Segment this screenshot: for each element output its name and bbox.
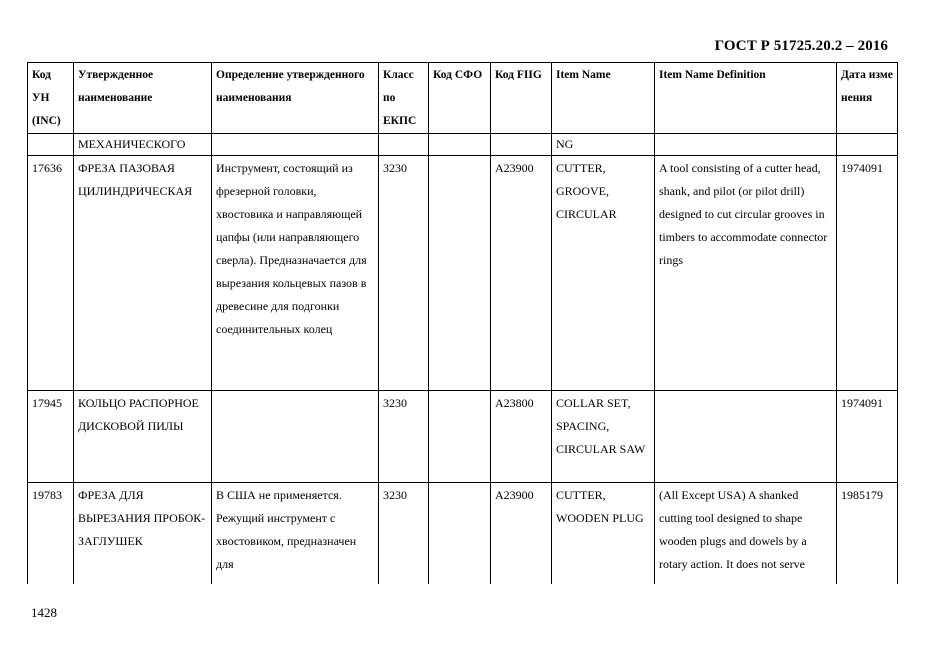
cell-class: 3230 <box>379 391 429 483</box>
cell-name: ФРЕЗА ДЛЯ ВЫРЕЗАНИЯ ПРОБОК-ЗАГЛУШЕК <box>74 483 212 585</box>
cell-definition <box>212 134 379 156</box>
cell-fiig: A23800 <box>491 391 552 483</box>
cell-sfo <box>429 483 491 585</box>
document-standard-title: ГОСТ Р 51725.20.2 – 2016 <box>714 38 888 54</box>
cell-definition: Инструмент, состоящий из фрезерной головки, хвостовика и направляющей цапфы (или направляющего сверла). Предназначается для вырезания кольцевых пазов в древесине для подгонки соединительных колец <box>212 156 379 391</box>
table-row <box>28 483 898 585</box>
header-item-name-definition: Item Name Definition <box>655 63 837 134</box>
header-ekps-class: Класс по ЕКПС <box>379 63 429 134</box>
cell-item-definition: A tool consisting of a cutter head, shank, and pilot (or pilot drill) designed to cut circular grooves in timbers to accommodate connector rings <box>655 156 837 391</box>
cell-item-name: COLLAR SET, SPACING, CIRCULAR SAW <box>552 391 655 483</box>
table-row-continuation <box>28 134 898 156</box>
cell-class: 3230 <box>379 483 429 585</box>
cell-fiig: A23900 <box>491 483 552 585</box>
cell-sfo <box>429 156 491 391</box>
table-header-row <box>28 63 898 134</box>
cell-item-definition <box>655 391 837 483</box>
cell-item-name: CUTTER, WOODEN PLUG <box>552 483 655 585</box>
header-sfo-code: Код СФО <box>429 63 491 134</box>
cell-item-definition <box>655 134 837 156</box>
header-approved-name: Утвержденное наименование <box>74 63 212 134</box>
cell-item-name: NG <box>552 134 655 156</box>
cell-sfo <box>429 134 491 156</box>
header-item-name: Item Name <box>552 63 655 134</box>
header-definition: Определение утвержденного наименования <box>212 63 379 134</box>
cell-class <box>379 134 429 156</box>
cell-sfo <box>429 391 491 483</box>
cell-code: 19783 <box>28 483 74 585</box>
header-fiig-code: Код FIIG <box>491 63 552 134</box>
cell-definition: В США не применяется. Режущий инструмент с хвостовиком, предназначен для <box>212 483 379 585</box>
cell-definition <box>212 391 379 483</box>
cell-date <box>837 134 898 156</box>
cell-class: 3230 <box>379 156 429 391</box>
table-row <box>28 391 898 483</box>
cell-fiig: A23900 <box>491 156 552 391</box>
cell-date: 1974091 <box>837 156 898 391</box>
cell-name: КОЛЬЦО РАСПОРНОЕ ДИСКОВОЙ ПИЛЫ <box>74 391 212 483</box>
cell-date: 1974091 <box>837 391 898 483</box>
page-number: 1428 <box>31 605 57 620</box>
table-row <box>28 156 898 391</box>
cell-date: 1985179 <box>837 483 898 585</box>
cell-code: 17945 <box>28 391 74 483</box>
header-inc-code: Код УН (INC) <box>28 63 74 134</box>
cell-code: 17636 <box>28 156 74 391</box>
header-change-date: Дата изменения <box>837 63 898 134</box>
cell-item-name: CUTTER, GROOVE, CIRCULAR <box>552 156 655 391</box>
items-table <box>27 62 898 584</box>
cell-name: МЕХАНИЧЕСКОГО <box>74 134 212 156</box>
cell-name: ФРЕЗА ПАЗОВАЯ ЦИЛИНДРИЧЕСКАЯ <box>74 156 212 391</box>
cell-item-definition: (All Except USA) A shanked cutting tool designed to shape wooden plugs and dowels by a rotary action. It does not serve <box>655 483 837 585</box>
cell-fiig <box>491 134 552 156</box>
cell-code <box>28 134 74 156</box>
